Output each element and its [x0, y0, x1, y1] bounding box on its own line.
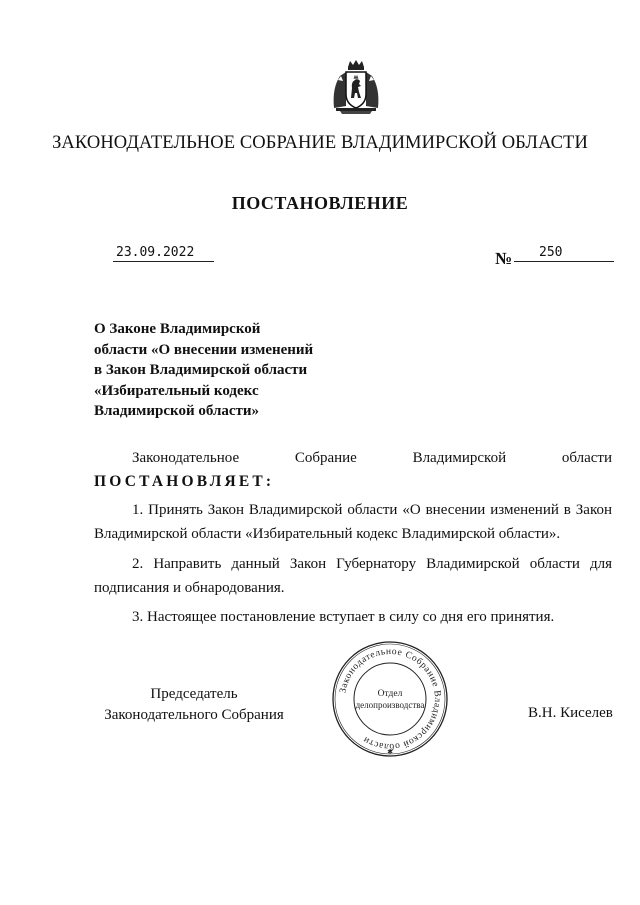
- resolution-item-3: 3. Настоящее постановление вступает в силу со дня его принятия.: [132, 609, 555, 625]
- signatory-name: В.Н. Киселев: [528, 705, 613, 721]
- official-stamp: [331, 640, 449, 758]
- title-line: области «О внесении изменений: [94, 341, 314, 358]
- title-line: Владимирской области»: [94, 403, 260, 419]
- intro-word: Законодательное: [132, 450, 240, 466]
- resolves-heading: ПОСТАНОВЛЯЕТ:: [94, 473, 275, 490]
- stamp-ring-text: Законодательное Собрание Владимирской области: [338, 646, 443, 752]
- resolution-item-2: 2. Направить данный Закон Губернатору Владимирской области для подписания и обнародования.: [94, 556, 612, 596]
- number-sign: №: [495, 249, 513, 268]
- coat-of-arms-emblem: [330, 58, 382, 114]
- stamp-center-line-1: Отдел: [377, 689, 403, 699]
- intro-word: Владимирской: [412, 450, 507, 466]
- organization-name: ЗАКОНОДАТЕЛЬНОЕ СОБРАНИЕ ВЛАДИМИРСКОЙ ОБЛАСТИ: [52, 133, 588, 153]
- stamp-center-line-2: делопроизводства: [355, 700, 425, 710]
- document-title: [94, 319, 394, 422]
- stamp-star-icon: ✱: [387, 748, 393, 756]
- title-line: в Закон Владимирской области: [94, 362, 308, 378]
- document-date: 23.09.2022: [113, 245, 214, 262]
- title-line: О Законе Владимирской: [94, 321, 261, 337]
- position-line-2: Законодательного Собрания: [104, 707, 284, 723]
- title-line: «Избирательный кодекс: [94, 382, 259, 399]
- position-line-1: Председатель: [150, 686, 238, 702]
- resolution-item-1: 1. Принять Закон Владимирской области «О внесении изменений в Закон Владимирской области «Избирательный кодекс Владимирской области».: [94, 502, 612, 542]
- intro-word: области: [561, 450, 612, 466]
- intro-line: [132, 446, 612, 470]
- document-type: ПОСТАНОВЛЕНИЕ: [231, 193, 409, 213]
- document-number: 250: [514, 245, 614, 262]
- signatory-position: [94, 684, 294, 726]
- intro-word: Собрание: [294, 450, 357, 466]
